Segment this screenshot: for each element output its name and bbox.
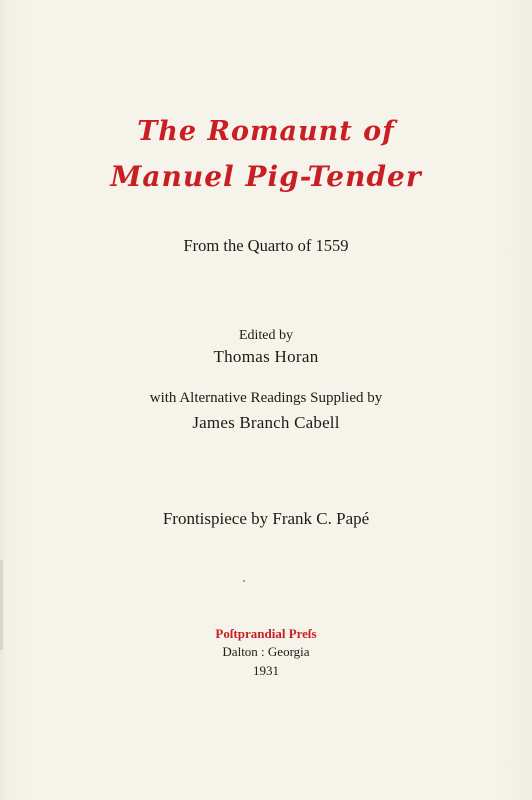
edited-by-label: Edited by: [238, 328, 294, 343]
paper-speck: [243, 580, 245, 582]
editor-name: Thomas Horan: [213, 347, 319, 366]
subtitle: From the Quarto of 1559: [183, 236, 349, 255]
alternative-readings-author: James Branch Cabell: [192, 413, 340, 432]
publisher-place: Dalton : Georgia: [222, 644, 310, 659]
alternative-readings-label: with Alternative Readings Supplied by: [149, 390, 383, 406]
book-title-line-1: The Romaunt of: [137, 116, 395, 147]
frontispiece-credit: Frontispiece by Frank C. Papé: [162, 509, 370, 528]
book-title-line-2: Manuel Pig-Tender: [110, 160, 422, 193]
publication-year: 1931: [253, 663, 279, 678]
publisher-name: Poſtprandial Preſs: [215, 626, 317, 641]
